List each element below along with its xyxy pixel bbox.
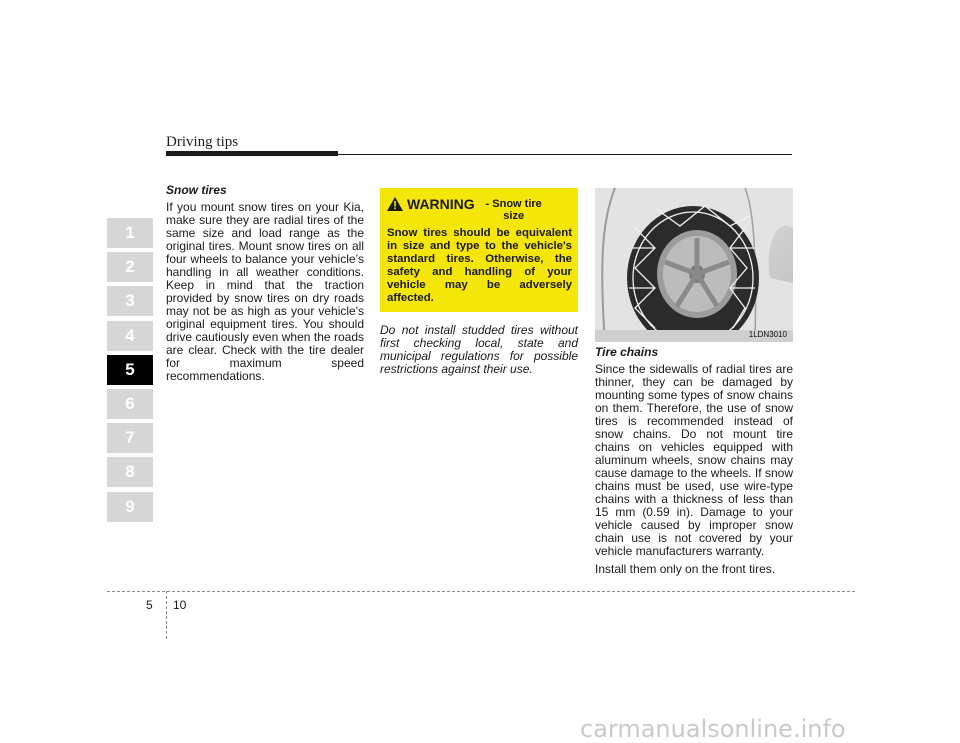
tire-chains-heading: Tire chains [595, 345, 659, 359]
figure-code: 1LDN3010 [748, 330, 787, 339]
chapter-tab-5[interactable]: 5 [107, 355, 153, 385]
chapter-tab-6[interactable]: 6 [107, 389, 153, 419]
snow-tires-heading: Snow tires [166, 183, 227, 197]
footer-divider [107, 591, 855, 592]
footer-page-number: 10 [173, 598, 187, 612]
chapter-tab-4[interactable]: 4 [107, 321, 153, 351]
warning-subject: - Snow tire size [485, 198, 542, 222]
chapter-tab-1[interactable]: 1 [107, 218, 153, 248]
chapter-tab-7[interactable]: 7 [107, 423, 153, 453]
warning-icon [387, 197, 403, 211]
snow-tires-section [166, 184, 364, 388]
chapter-tab-8[interactable]: 8 [107, 457, 153, 487]
chapter-tab-3[interactable]: 3 [107, 286, 153, 316]
warning-label: WARNING [407, 196, 475, 212]
title-rule-thick [166, 151, 338, 156]
title-rule-thin [338, 154, 792, 155]
tire-chains-body-2: Install them only on the front tires. [595, 562, 776, 576]
chapter-tab-2[interactable]: 2 [107, 252, 153, 282]
tire-chains-section [595, 346, 793, 581]
chapter-tabs [107, 218, 153, 526]
chapter-tab-9[interactable]: 9 [107, 492, 153, 522]
section-title: Driving tips [166, 134, 239, 150]
footer-vertical-divider [166, 591, 167, 639]
tire-chains-body: Since the sidewalls of radial tires are thinner, they can be damaged by mounting some types of snow chains on them. Therefore, the use of snow tires is recommended instead of snow chains. Do not mount tire chains on vehicles equipped with aluminum wheels, snow chains may cause damage to the wheels. If snow chains must be used, use wire-type chains with a thickness of less than 15 mm (0.59 in). Damage to your vehicle caused by improper snow chain use is not covered by your vehicle manufacturers warranty. [595, 362, 793, 558]
watermark: carmanualsonline.info [580, 715, 846, 743]
warning-text: Snow tires should be equivalent in size and type to the vehicle's standard tires. Otherwise, the safety and handling of your vehicle may be adversely affected. [387, 227, 572, 304]
footer-chapter-number: 5 [146, 598, 153, 612]
tire-chain-illustration [595, 188, 793, 342]
warning-box [380, 188, 578, 312]
snow-tires-body: If you mount snow tires on your Kia, make sure they are radial tires of the same size and load range as the original tires. Mount snow tires on all four wheels to balance your vehicle’s handling in all weather conditions. Keep in mind that the traction provided by snow tires on dry roads may not be as high as your vehicle's original equipment tires. You should drive cautiously even when the roads are clear. Check with the tire dealer for maximum speed recommendations. [166, 200, 364, 383]
tire-chain-photo [595, 188, 793, 342]
studded-tires-note: Do not install studded tires without first checking local, state and municipal regulations for possible restrictions against their use. [380, 323, 578, 376]
